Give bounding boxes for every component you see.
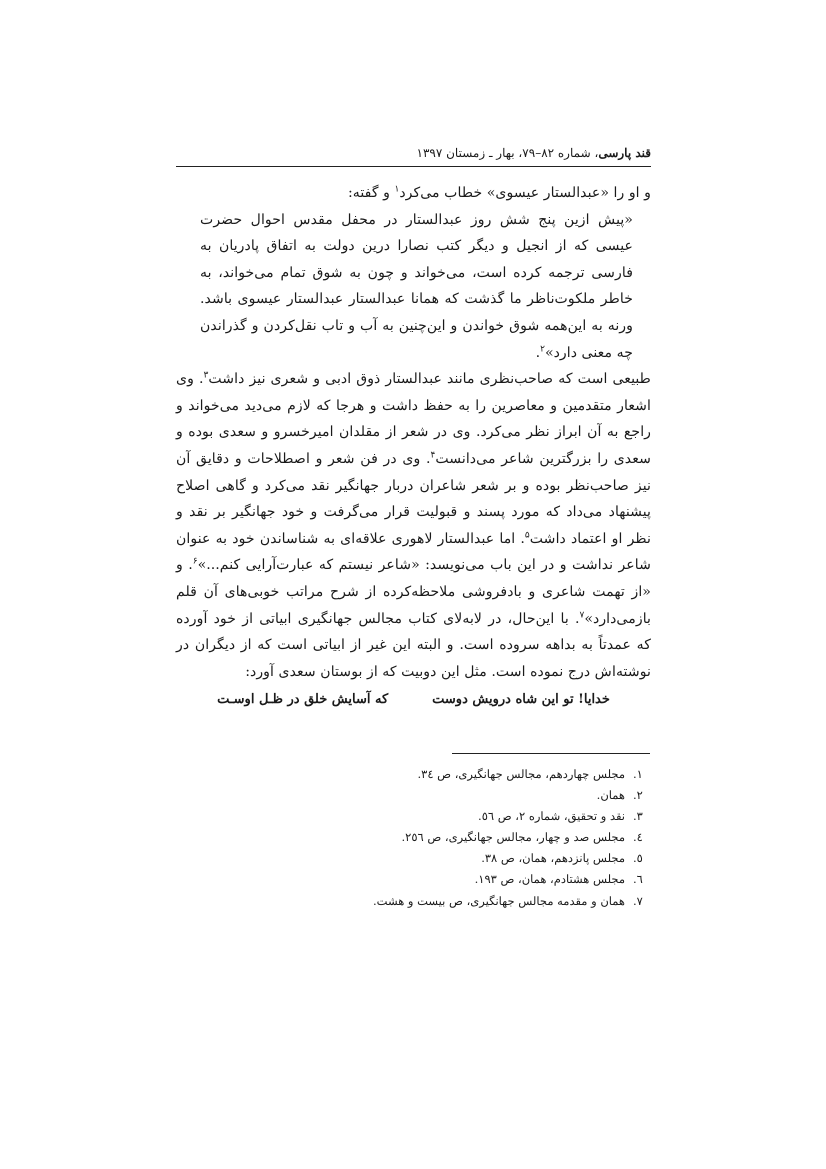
footnote-item: ۲. همان. — [596, 788, 643, 803]
verse-hemistich-2: که آسایش خلق در ظـل اوسـت — [217, 692, 389, 708]
header-rule — [176, 166, 651, 167]
footnote-item: ۱. مجلس چهاردهم، مجالس جهانگیری، ص ٣٤. — [417, 767, 643, 781]
footnote-rule — [452, 753, 650, 754]
footnote-item: ۷. همان و مقدمه مجالس جهانگیری، ص بیست و هشت. — [373, 893, 643, 908]
block-quote: «پیش ازین پنج شش روز عبدالستار در محفل مقدس احوال حضرت عیسی که از انجیل و دیگر کتب نصارا درین دولت به اتفاق پادریان به فارسی ترجمه کرده است، می‌خواند و چون به شوق تمام می‌خواند، به خاطر ملکوت‌ناظر ما گذشت که همانا عبدالستار عبدالستار عیسوی باشد. ورنه به این‌همه شوق خواندن و این‌چنین به آب و تاب نقل‌کردن و گذراندن چه معنی دارد»$^۲$. — [200, 211, 633, 361]
paragraph-1: طبیعی است که صاحب‌نظری مانند عبدالستار ذوق ادبی و شعری نیز داشت$^۳$. وی اشعار متقدمین و معاصرین را به حفظ داشت و هرجا که لازم می‌دید می‌خواند و راجع به آن ابراز نظر می‌کرد. وی در شعر از مقلدان امیرخسرو و سعدی بوده و سعدی را بزرگترین شاعر می‌دانست$^۴$. وی در فن شعر و اصطلاحات و دقایق آن نیز صاحب‌نظر بوده و بر شعر شاعران دربار جهانگیر نقد می‌کرد و گاهی اصلاح پیشنهاد می‌داد که مورد پسند و قبولیت قرار می‌گرفت و خود جهانگیر بر نقد و نظر او اعتماد داشت$^۵$. اما عبدالستار لاهوری علاقه‌ای به شناساندن خود به عنوان شاعر نداشت و در این باب می‌نویسد: «شاعر نیستم که عبارت‌آرایی کنم...»$^۶$. و «از تهمت شاعری و بادفروشی ملاحظه‌کرده از شرح مراتب خوبی‌های آن قلم بازمی‌دارد»$^۷$. با این‌حال، در لابه‌لای کتاب مجالس جهانگیری ابیاتی از خود آورده که عمدتاً به بداهه سروده است. و البته این غیر از ابیاتی است که از دیگران در نوشته‌اش درج نموده است. مثل این دوبیت که از بوستان سعدی آورد: — [176, 370, 651, 680]
footnote-item: ۳. نقد و تحقیق، شماره ٢، ص ٥٦. — [478, 809, 643, 824]
footnote-ref-1[interactable]: ۱ — [394, 184, 400, 195]
footnote-item: ٥. مجلس پانزدهم، همان، ص ٣٨. — [481, 851, 643, 866]
issue-info: ، شماره ۸۲–۷۹، بهار ـ زمستان ۱۳۹۷ — [416, 146, 599, 160]
footnote-ref-4[interactable]: ۴ — [430, 450, 436, 461]
footnote-item: ٦. مجلس هشتادم، همان، ص ١٩٣. — [474, 872, 643, 887]
verse-couplet — [176, 687, 651, 714]
footnote-item: ٤. مجلس صد و چهار، مجالس جهانگیری، ص ٢٥٦. — [401, 830, 643, 845]
running-header — [176, 144, 651, 162]
footnote-ref-5[interactable]: ۵ — [524, 529, 530, 540]
footnote-ref-2[interactable]: ۲ — [540, 343, 545, 354]
footnotes — [176, 764, 651, 912]
footnote-ref-3[interactable]: ۳ — [203, 370, 209, 381]
main-text — [176, 180, 651, 714]
footnote-ref-7[interactable]: ۷ — [579, 609, 585, 620]
verse-hemistich-1: خدایا! تو این شاه درویش دوست — [432, 692, 610, 708]
footnote-ref-6[interactable]: ۶ — [192, 556, 198, 567]
journal-title: قند پارسی — [598, 146, 651, 160]
intro-line: و او را «عبدالستار عیسوی» خطاب می‌کرد$^۱$ و گفته: — [347, 184, 651, 201]
